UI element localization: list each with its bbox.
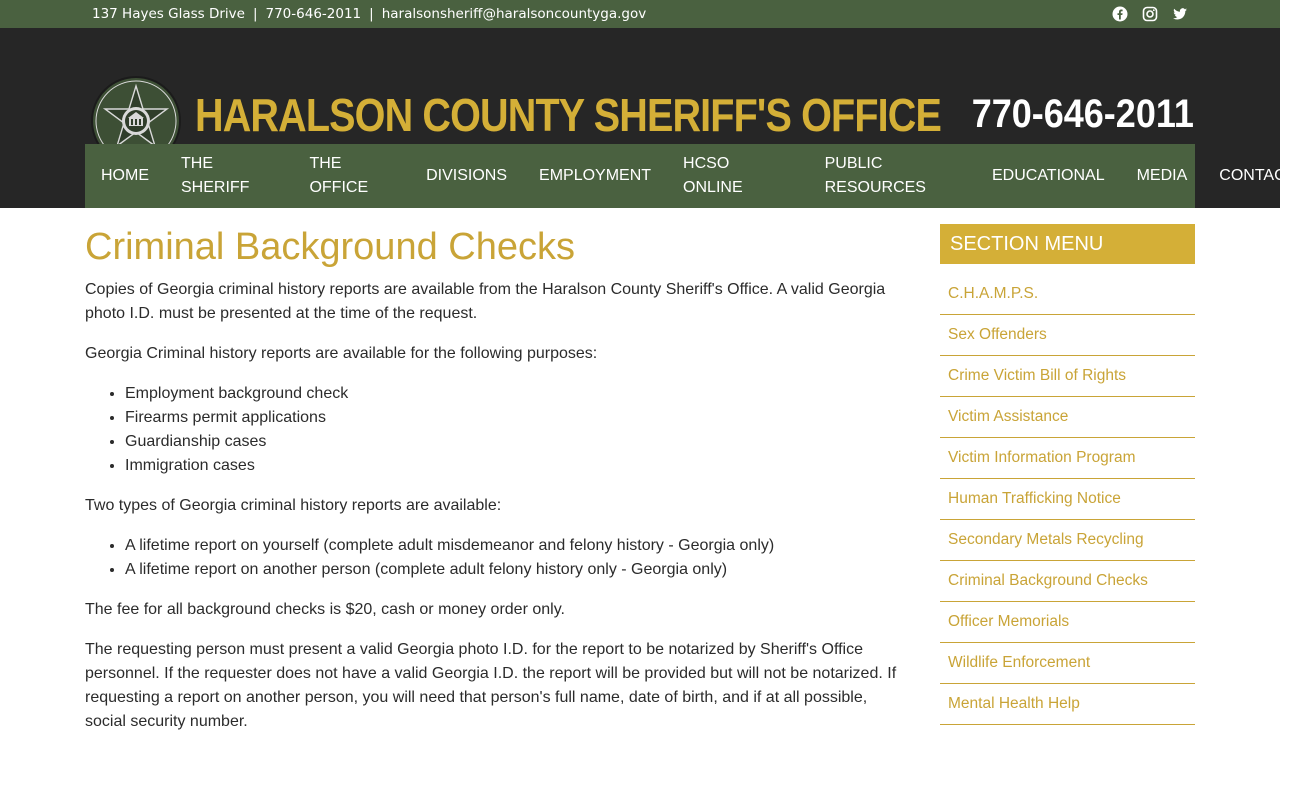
- nav-home[interactable]: HOME: [101, 167, 149, 184]
- page-title: Criminal Background Checks: [85, 226, 575, 268]
- notary-paragraph: The requesting person must present a valid Georgia photo I.D. for the report to be notarized by Sheriff's Office personnel. If the requester does not have a valid Georgia I.D. the report will be provided but will not be notarized. If requesting a report on another person, you will need that person's full name, date of birth, and if at all possible, social security number.: [85, 641, 897, 730]
- types-list: [125, 534, 905, 582]
- menu-item-mental-health-help[interactable]: Mental Health Help: [940, 684, 1195, 725]
- purposes-list: [125, 382, 905, 478]
- list-item: • Employment background check: [125, 382, 905, 406]
- main-content: [85, 224, 905, 750]
- purposes-intro: Georgia Criminal history reports are available for the following purposes:: [85, 345, 598, 362]
- nav-the-office[interactable]: THE OFFICE: [309, 155, 369, 196]
- separator: |: [252, 6, 258, 22]
- contact-info: [92, 6, 646, 22]
- instagram-icon[interactable]: [1142, 6, 1158, 22]
- section-menu: [940, 224, 1195, 725]
- site-header: [0, 28, 1296, 208]
- email-link[interactable]: haralsonsheriff@haralsoncountyga.gov: [381, 6, 647, 22]
- facebook-icon[interactable]: [1112, 6, 1128, 22]
- nav-hcso-online[interactable]: HCSO ONLINE: [683, 155, 743, 196]
- menu-item-champs[interactable]: C.H.A.M.P.S.: [940, 274, 1195, 315]
- nav-contact[interactable]: CONTACT: [1219, 167, 1296, 184]
- list-item: • A lifetime report on yourself (complete adult misdemeanor and felony history - Georgia only): [125, 534, 905, 558]
- separator: |: [369, 6, 374, 22]
- types-intro: Two types of Georgia criminal history reports are available:: [85, 497, 502, 514]
- menu-item-sex-offenders[interactable]: Sex Offenders: [940, 315, 1195, 356]
- list-item: • A lifetime report on another person (complete adult felony history only - Georgia only): [125, 558, 905, 582]
- social-links: [1112, 6, 1188, 22]
- nav-the-sheriff[interactable]: THE SHERIFF: [181, 155, 250, 196]
- fee-paragraph: The fee for all background checks is $20, cash or money order only.: [85, 601, 565, 618]
- twitter-icon[interactable]: [1172, 6, 1188, 22]
- menu-item-criminal-background-checks[interactable]: Criminal Background Checks: [940, 561, 1195, 602]
- menu-item-victim-information-program[interactable]: Victim Information Program: [940, 438, 1195, 479]
- header-phone[interactable]: 770-646-2011: [971, 92, 1194, 136]
- intro-paragraph: Copies of Georgia criminal history reports are available from the Haralson County Sheriff's Office. A valid Georgia photo I.D. must be presented at the time of the request.: [85, 281, 886, 322]
- menu-item-crime-victim-bill-of-rights[interactable]: Crime Victim Bill of Rights: [940, 356, 1195, 397]
- address-text: 137 Hayes Glass Drive: [92, 6, 245, 22]
- menu-item-officer-memorials[interactable]: Officer Memorials: [940, 602, 1195, 643]
- main-nav: [85, 144, 1296, 208]
- nav-employment[interactable]: EMPLOYMENT: [539, 167, 652, 184]
- menu-item-wildlife-enforcement[interactable]: Wildlife Enforcement: [940, 643, 1195, 684]
- list-item: • Firearms permit applications: [125, 406, 905, 430]
- nav-media[interactable]: MEDIA: [1136, 167, 1188, 184]
- menu-item-secondary-metals-recycling[interactable]: Secondary Metals Recycling: [940, 520, 1195, 561]
- list-item: • Guardianship cases: [125, 430, 905, 454]
- site-title[interactable]: HARALSON COUNTY SHERIFF'S OFFICE: [195, 89, 942, 141]
- section-menu-heading: SECTION MENU: [940, 224, 1195, 264]
- nav-educational[interactable]: EDUCATIONAL: [991, 167, 1105, 184]
- phone-link[interactable]: 770-646-2011: [265, 6, 362, 22]
- list-item: • Immigration cases: [125, 454, 905, 478]
- top-bar: [0, 0, 1280, 28]
- menu-item-victim-assistance[interactable]: Victim Assistance: [940, 397, 1195, 438]
- menu-item-human-trafficking-notice[interactable]: Human Trafficking Notice: [940, 479, 1195, 520]
- nav-public-resources[interactable]: PUBLIC RESOURCES: [824, 155, 926, 196]
- nav-divisions[interactable]: DIVISIONS: [426, 167, 508, 184]
